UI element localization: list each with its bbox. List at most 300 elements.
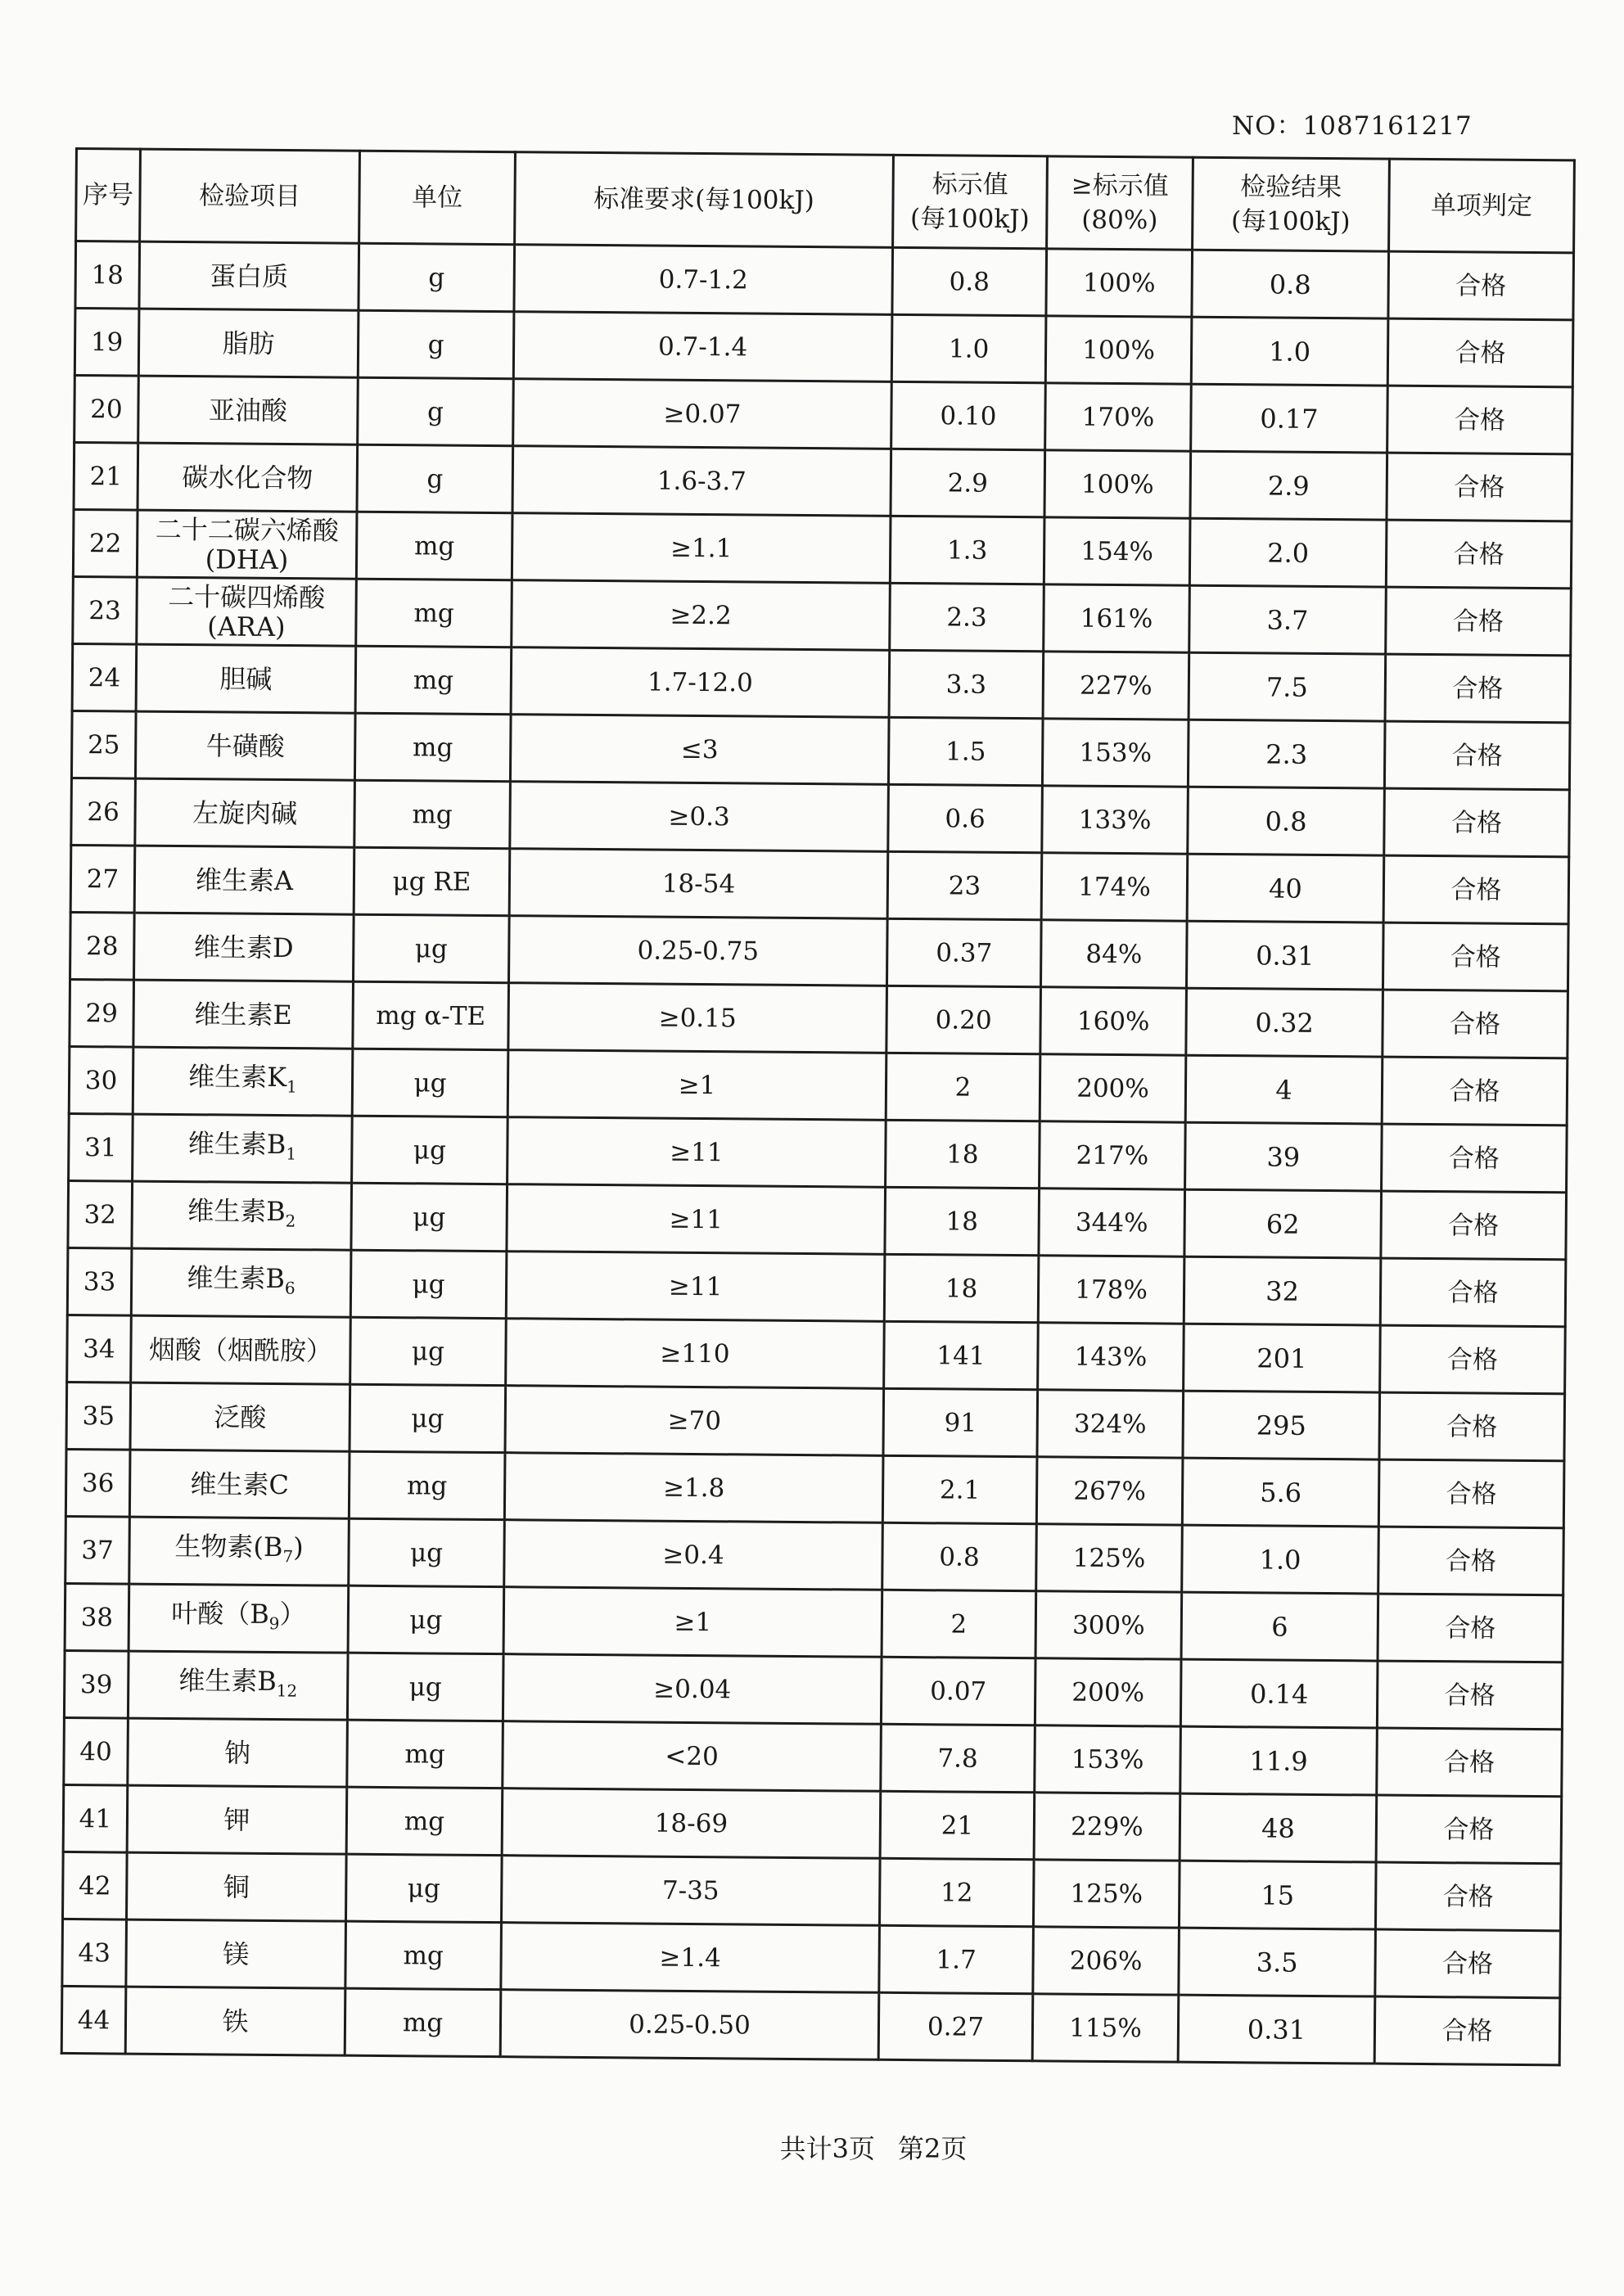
cell-standard: <20 xyxy=(503,1721,882,1792)
cell-result: 0.14 xyxy=(1180,1659,1378,1728)
item-subscript: 7 xyxy=(282,1546,294,1567)
cell-result: 201 xyxy=(1184,1324,1381,1392)
cell-standard: 0.25-0.50 xyxy=(500,1990,879,2060)
cell-standard: ≥0.15 xyxy=(508,983,887,1053)
cell-label-value: 18 xyxy=(885,1187,1040,1255)
cell-result: 295 xyxy=(1183,1391,1380,1459)
cell-label-value: 2.1 xyxy=(882,1455,1037,1523)
cell-result: 15 xyxy=(1179,1861,1376,1929)
cell-standard: ≥0.04 xyxy=(503,1654,882,1725)
cell-unit: μg xyxy=(347,1653,503,1721)
cell-label-value: 2 xyxy=(886,1053,1040,1121)
item-name: 铜 xyxy=(223,1870,250,1903)
cell-percent: 324% xyxy=(1037,1390,1184,1458)
cell-no: 23 xyxy=(73,576,138,644)
table-row xyxy=(63,1852,1562,1930)
cell-item xyxy=(135,711,355,780)
item-name: 维生素A xyxy=(195,864,294,896)
item-name: 维生素B xyxy=(178,1664,277,1697)
cell-no: 30 xyxy=(69,1046,133,1114)
cell-percent: 153% xyxy=(1042,719,1189,787)
cell-no: 34 xyxy=(67,1315,132,1383)
cell-unit: μg xyxy=(350,1317,507,1385)
cell-standard: ≥1.1 xyxy=(512,513,891,584)
item-name: 镁 xyxy=(223,1937,250,1970)
cell-unit: μg xyxy=(345,1854,502,1922)
report-number: NO：1087161217 xyxy=(1232,111,1473,141)
header-judgement: 单项判定 xyxy=(1389,159,1575,253)
cell-unit: mg α-TE xyxy=(353,981,509,1049)
cell-result: 1.0 xyxy=(1182,1525,1379,1594)
cell-result: 4 xyxy=(1185,1055,1383,1124)
table-row xyxy=(69,1046,1568,1125)
item-subscript: 2 xyxy=(285,1211,296,1231)
cell-percent: 217% xyxy=(1040,1121,1186,1189)
item-name: 维生素E xyxy=(194,998,293,1031)
cell-judgement: 合格 xyxy=(1379,1392,1565,1461)
cell-unit: g xyxy=(359,243,515,311)
cell-standard: ≥1.4 xyxy=(501,1923,880,1993)
cell-no: 19 xyxy=(74,309,139,377)
cell-no: 37 xyxy=(65,1516,130,1584)
cell-judgement: 合格 xyxy=(1380,1258,1566,1327)
cell-unit: g xyxy=(358,377,514,445)
cell-judgement: 合格 xyxy=(1387,386,1573,454)
cell-label-value: 18 xyxy=(884,1254,1039,1322)
table-row xyxy=(74,443,1572,521)
cell-no: 26 xyxy=(71,778,136,846)
cell-result: 48 xyxy=(1180,1793,1377,1862)
page-current: 第2页 xyxy=(898,2133,968,2164)
item-subscript: 6 xyxy=(284,1278,295,1298)
cell-percent: 267% xyxy=(1036,1457,1183,1525)
cell-no: 33 xyxy=(67,1247,132,1315)
table-row xyxy=(74,376,1573,454)
cell-no: 27 xyxy=(70,845,135,913)
cell-result: 62 xyxy=(1184,1189,1382,1258)
table-row xyxy=(65,1449,1564,1527)
cell-item xyxy=(134,913,354,981)
cell-result: 39 xyxy=(1185,1122,1383,1191)
cell-label-value: 0.07 xyxy=(881,1657,1035,1725)
item-name: 胆碱 xyxy=(219,662,273,695)
cell-item xyxy=(133,1114,353,1183)
cell-standard: ≤3 xyxy=(510,715,889,785)
cell-judgement: 合格 xyxy=(1376,1795,1562,1864)
cell-label-value: 1.3 xyxy=(890,516,1044,584)
cell-label-value: 0.10 xyxy=(891,381,1046,449)
cell-judgement: 合格 xyxy=(1383,855,1569,924)
cell-item xyxy=(137,577,357,646)
table-row xyxy=(63,1784,1562,1863)
item-name: 二十二碳六烯酸 xyxy=(155,513,339,547)
cell-unit: μg xyxy=(351,1183,508,1251)
item-name: 钾 xyxy=(223,1803,250,1836)
cell-percent: 125% xyxy=(1036,1524,1183,1592)
cell-no: 44 xyxy=(61,1986,126,2054)
cell-item xyxy=(139,241,359,310)
cell-item xyxy=(127,1785,347,1854)
cell-item xyxy=(132,1181,352,1250)
item-subscript: 9 xyxy=(268,1613,280,1634)
cell-standard: ≥1 xyxy=(508,1050,886,1121)
table-row xyxy=(72,643,1571,722)
cell-item xyxy=(129,1517,350,1586)
cell-item xyxy=(126,1919,346,1988)
item-name: 维生素B xyxy=(187,1194,286,1227)
cell-unit: mg xyxy=(354,780,511,848)
cell-label-value: 91 xyxy=(883,1388,1038,1456)
cell-result: 3.5 xyxy=(1179,1928,1376,1996)
cell-no: 31 xyxy=(69,1113,133,1181)
cell-standard: ≥11 xyxy=(507,1184,886,1255)
cell-judgement: 合格 xyxy=(1388,251,1574,320)
table-row xyxy=(75,241,1574,320)
page-footer xyxy=(0,2128,1624,2166)
cell-percent: 200% xyxy=(1040,1054,1186,1122)
cell-result: 5.6 xyxy=(1182,1458,1379,1527)
item-name: 亚油酸 xyxy=(208,394,288,426)
table-row xyxy=(71,710,1570,789)
item-name: 左旋肉碱 xyxy=(192,796,298,829)
cell-no: 29 xyxy=(70,979,134,1047)
page-total: 共计3页 xyxy=(779,2133,875,2164)
cell-label-value: 0.37 xyxy=(886,918,1041,986)
cell-standard: ≥2.2 xyxy=(512,580,891,651)
item-name-tail: ) xyxy=(293,1531,304,1563)
cell-no: 35 xyxy=(66,1382,131,1450)
cell-percent: 200% xyxy=(1035,1658,1181,1726)
header-result xyxy=(1193,157,1390,251)
cell-label-value: 1.7 xyxy=(879,1925,1034,1993)
cell-result: 40 xyxy=(1187,854,1384,922)
cell-standard: ≥0.4 xyxy=(504,1520,883,1590)
cell-label-value: 0.27 xyxy=(878,1992,1033,2060)
cell-result: 0.31 xyxy=(1186,921,1383,990)
header-percent-line2: (80%) xyxy=(1081,205,1158,236)
cell-label-value: 1.0 xyxy=(891,314,1046,382)
table-row xyxy=(73,509,1572,588)
table-row xyxy=(66,1382,1565,1460)
header-label-value-line2: (每100kJ) xyxy=(909,204,1030,235)
cell-result: 2.3 xyxy=(1188,719,1385,788)
item-subscript: 1 xyxy=(286,1143,297,1164)
cell-result: 0.17 xyxy=(1191,384,1388,453)
cell-no: 39 xyxy=(64,1650,129,1718)
cell-judgement: 合格 xyxy=(1387,318,1573,387)
cell-judgement: 合格 xyxy=(1375,1862,1561,1931)
cell-judgement: 合格 xyxy=(1381,1191,1567,1260)
cell-judgement: 合格 xyxy=(1383,922,1568,991)
cell-standard: 18-69 xyxy=(502,1789,881,1859)
cell-result: 0.31 xyxy=(1178,1995,1375,2064)
cell-label-value: 0.8 xyxy=(892,247,1047,315)
cell-no: 41 xyxy=(63,1784,128,1852)
header-standard: 标准要求(每100kJ) xyxy=(515,152,894,248)
cell-standard: ≥0.07 xyxy=(513,379,892,449)
cell-unit: mg xyxy=(354,713,511,781)
cell-item xyxy=(137,510,357,579)
cell-no: 21 xyxy=(74,443,138,511)
item-name: 脂肪 xyxy=(222,327,275,359)
table-row xyxy=(64,1650,1563,1729)
cell-standard: 1.6-3.7 xyxy=(512,446,891,516)
cell-percent: 206% xyxy=(1033,1927,1180,1995)
cell-result: 2.9 xyxy=(1190,451,1387,520)
cell-label-value: 1.5 xyxy=(888,717,1043,785)
cell-judgement: 合格 xyxy=(1377,1661,1563,1730)
cell-item xyxy=(138,309,359,377)
cell-result: 3.7 xyxy=(1189,585,1387,654)
cell-item xyxy=(130,1383,350,1451)
cell-label-value: 23 xyxy=(887,851,1042,919)
cell-judgement: 合格 xyxy=(1383,990,1568,1058)
cell-label-value: 141 xyxy=(884,1321,1039,1389)
cell-standard: 0.25-0.75 xyxy=(508,916,887,986)
cell-result: 7.5 xyxy=(1189,652,1386,721)
cell-no: 43 xyxy=(62,1919,127,1987)
cell-judgement: 合格 xyxy=(1382,1124,1568,1193)
cell-no: 18 xyxy=(75,241,140,309)
cell-no: 38 xyxy=(65,1583,129,1651)
cell-unit: g xyxy=(358,310,514,378)
cell-unit: μg xyxy=(349,1518,505,1586)
header-percent-line1: ≥标示值 xyxy=(1071,170,1169,201)
header-no: 序号 xyxy=(76,149,141,242)
header-unit: 单位 xyxy=(359,151,516,244)
cell-unit: mg xyxy=(355,646,512,714)
item-name: 钠 xyxy=(223,1736,251,1769)
cell-unit: μg RE xyxy=(354,847,510,915)
cell-unit: mg xyxy=(345,1921,502,1989)
cell-standard: ≥11 xyxy=(508,1117,886,1188)
table-row xyxy=(64,1717,1563,1796)
cell-percent: 100% xyxy=(1045,316,1192,384)
cell-no: 28 xyxy=(70,912,135,980)
header-result-line2: (每100kJ) xyxy=(1230,206,1351,237)
cell-standard: ≥110 xyxy=(506,1319,885,1389)
cell-percent: 125% xyxy=(1033,1860,1180,1928)
item-name: 维生素D xyxy=(193,931,294,963)
item-name-tail: ） xyxy=(279,1598,306,1631)
cell-item xyxy=(131,1315,351,1384)
cell-no: 42 xyxy=(63,1852,128,1919)
header-item: 检验项目 xyxy=(140,149,360,243)
cell-no: 20 xyxy=(74,376,139,444)
cell-percent: 143% xyxy=(1038,1323,1184,1391)
table-row xyxy=(65,1516,1564,1595)
cell-item xyxy=(133,980,354,1049)
cell-unit: mg xyxy=(345,1988,501,2056)
cell-judgement: 合格 xyxy=(1387,453,1572,521)
cell-result: 0.32 xyxy=(1186,988,1383,1057)
cell-label-value: 0.6 xyxy=(888,784,1043,852)
cell-result: 32 xyxy=(1184,1256,1381,1325)
cell-percent: 300% xyxy=(1035,1591,1182,1659)
cell-percent: 227% xyxy=(1043,652,1189,719)
cell-label-value: 2.3 xyxy=(890,583,1044,651)
cell-percent: 170% xyxy=(1045,383,1192,451)
item-name: 维生素C xyxy=(190,1468,290,1500)
cell-judgement: 合格 xyxy=(1385,654,1571,723)
cell-unit: mg xyxy=(356,512,512,580)
cell-percent: 153% xyxy=(1035,1725,1181,1793)
header-percent xyxy=(1047,156,1193,250)
cell-item xyxy=(126,1852,346,1921)
cell-result: 1.0 xyxy=(1191,317,1388,386)
cell-percent: 174% xyxy=(1041,853,1188,921)
cell-judgement: 合格 xyxy=(1377,1728,1563,1797)
item-name: 烟酸（烟酰胺） xyxy=(148,1333,333,1367)
cell-no: 32 xyxy=(68,1180,133,1248)
cell-result: 0.8 xyxy=(1192,250,1389,318)
cell-item xyxy=(131,1248,351,1317)
cell-judgement: 合格 xyxy=(1378,1459,1564,1528)
cell-percent: 100% xyxy=(1046,249,1193,317)
cell-standard: 1.7-12.0 xyxy=(511,647,890,718)
cell-standard: 0.7-1.4 xyxy=(513,312,892,382)
cell-standard: ≥1 xyxy=(503,1587,882,1658)
table-row xyxy=(67,1315,1566,1393)
cell-percent: 161% xyxy=(1044,584,1190,652)
cell-standard: 0.7-1.2 xyxy=(514,245,893,315)
cell-item xyxy=(129,1584,349,1653)
cell-unit: μg xyxy=(348,1586,504,1653)
cell-percent: 100% xyxy=(1044,450,1191,518)
cell-standard: 7-35 xyxy=(501,1856,880,1926)
cell-judgement: 合格 xyxy=(1378,1594,1563,1662)
cell-unit: μg xyxy=(352,1116,508,1184)
item-name: 蛋白质 xyxy=(210,259,289,292)
header-result-line1: 检验结果 xyxy=(1240,172,1342,203)
cell-percent: 344% xyxy=(1039,1189,1185,1256)
table-row xyxy=(70,912,1569,990)
cell-no: 24 xyxy=(72,643,137,711)
cell-label-value: 18 xyxy=(886,1120,1040,1188)
cell-standard: ≥0.3 xyxy=(510,782,889,852)
cell-unit: mg xyxy=(346,1787,503,1855)
cell-percent: 84% xyxy=(1040,920,1187,988)
cell-standard: 18-54 xyxy=(509,849,888,919)
cell-judgement: 合格 xyxy=(1378,1527,1564,1595)
cell-result: 2.0 xyxy=(1189,518,1387,587)
cell-judgement: 合格 xyxy=(1380,1325,1566,1394)
cell-standard: ≥1.8 xyxy=(504,1453,883,1523)
table-row xyxy=(69,1113,1568,1192)
item-name: 维生素B xyxy=(187,1127,286,1160)
item-name: 生物素(B xyxy=(174,1530,283,1563)
cell-unit: mg xyxy=(349,1451,505,1519)
cell-item xyxy=(129,1450,350,1518)
cell-unit: g xyxy=(357,444,513,512)
header-label-value xyxy=(893,155,1048,248)
table-row xyxy=(68,1180,1567,1259)
cell-no: 40 xyxy=(64,1717,129,1785)
table-row xyxy=(70,845,1569,923)
item-name: 维生素K xyxy=(188,1060,287,1093)
cell-percent: 133% xyxy=(1042,786,1189,854)
item-subscript: 1 xyxy=(286,1076,297,1097)
cell-judgement: 合格 xyxy=(1384,788,1570,857)
inspection-results-table xyxy=(61,147,1576,2066)
table-row xyxy=(70,979,1568,1058)
item-name: 碳水化合物 xyxy=(182,461,314,494)
cell-judgement: 合格 xyxy=(1384,721,1570,790)
cell-judgement: 合格 xyxy=(1386,520,1572,589)
item-name: 维生素B xyxy=(187,1261,286,1294)
header-label-value-line1: 标示值 xyxy=(932,169,1008,200)
cell-item xyxy=(138,376,359,444)
table-row xyxy=(62,1919,1561,1997)
cell-label-value: 3.3 xyxy=(889,650,1044,718)
table-row xyxy=(71,778,1570,856)
cell-unit: μg xyxy=(354,914,510,982)
item-name-second-line: (DHA) xyxy=(205,543,289,575)
cell-label-value: 21 xyxy=(880,1791,1035,1859)
table-header-row xyxy=(76,149,1575,253)
cell-item xyxy=(133,1047,353,1116)
cell-item xyxy=(136,644,356,713)
cell-judgement: 合格 xyxy=(1386,587,1572,656)
table-row xyxy=(73,576,1572,655)
cell-item xyxy=(125,1987,345,2055)
table-row xyxy=(61,1986,1560,2064)
cell-label-value: 7.8 xyxy=(881,1724,1035,1792)
item-name: 二十碳四烯酸(ARA) xyxy=(168,580,326,643)
cell-judgement: 合格 xyxy=(1382,1057,1568,1125)
cell-label-value: 2 xyxy=(882,1590,1036,1658)
cell-item xyxy=(135,778,355,847)
cell-judgement: 合格 xyxy=(1374,1996,1560,2065)
cell-standard: ≥70 xyxy=(505,1386,884,1456)
cell-percent: 229% xyxy=(1034,1793,1180,1861)
cell-result: 0.8 xyxy=(1188,787,1385,855)
cell-unit: μg xyxy=(352,1049,508,1116)
cell-item xyxy=(128,1718,348,1787)
cell-percent: 115% xyxy=(1032,1994,1179,2062)
cell-percent: 154% xyxy=(1044,517,1190,585)
cell-item xyxy=(138,443,358,512)
cell-unit: mg xyxy=(347,1720,503,1788)
cell-label-value: 0.8 xyxy=(882,1522,1037,1590)
table-row xyxy=(67,1247,1566,1326)
cell-percent: 178% xyxy=(1038,1256,1184,1324)
cell-label-value: 12 xyxy=(879,1858,1034,1926)
cell-standard: ≥11 xyxy=(506,1252,885,1322)
item-name: 泛酸 xyxy=(214,1401,267,1433)
cell-unit: mg xyxy=(356,579,512,647)
table-row xyxy=(65,1583,1563,1662)
cell-percent: 160% xyxy=(1040,987,1187,1055)
cell-result: 11.9 xyxy=(1180,1726,1378,1795)
cell-item xyxy=(128,1651,348,1720)
item-subscript: 12 xyxy=(276,1680,298,1701)
cell-no: 25 xyxy=(71,710,136,778)
cell-unit: μg xyxy=(350,1384,506,1452)
item-name: 牛磺酸 xyxy=(205,729,285,762)
item-name: 叶酸（B xyxy=(171,1597,269,1630)
cell-unit: μg xyxy=(350,1250,507,1318)
item-name: 铁 xyxy=(222,2005,249,2037)
table-body xyxy=(61,241,1573,2065)
cell-judgement: 合格 xyxy=(1375,1929,1561,1998)
cell-no: 22 xyxy=(73,509,138,577)
cell-item xyxy=(134,846,354,914)
table-row xyxy=(74,309,1573,387)
cell-no: 36 xyxy=(65,1449,130,1517)
cell-label-value: 2.9 xyxy=(891,449,1045,516)
cell-label-value: 0.20 xyxy=(886,986,1041,1053)
